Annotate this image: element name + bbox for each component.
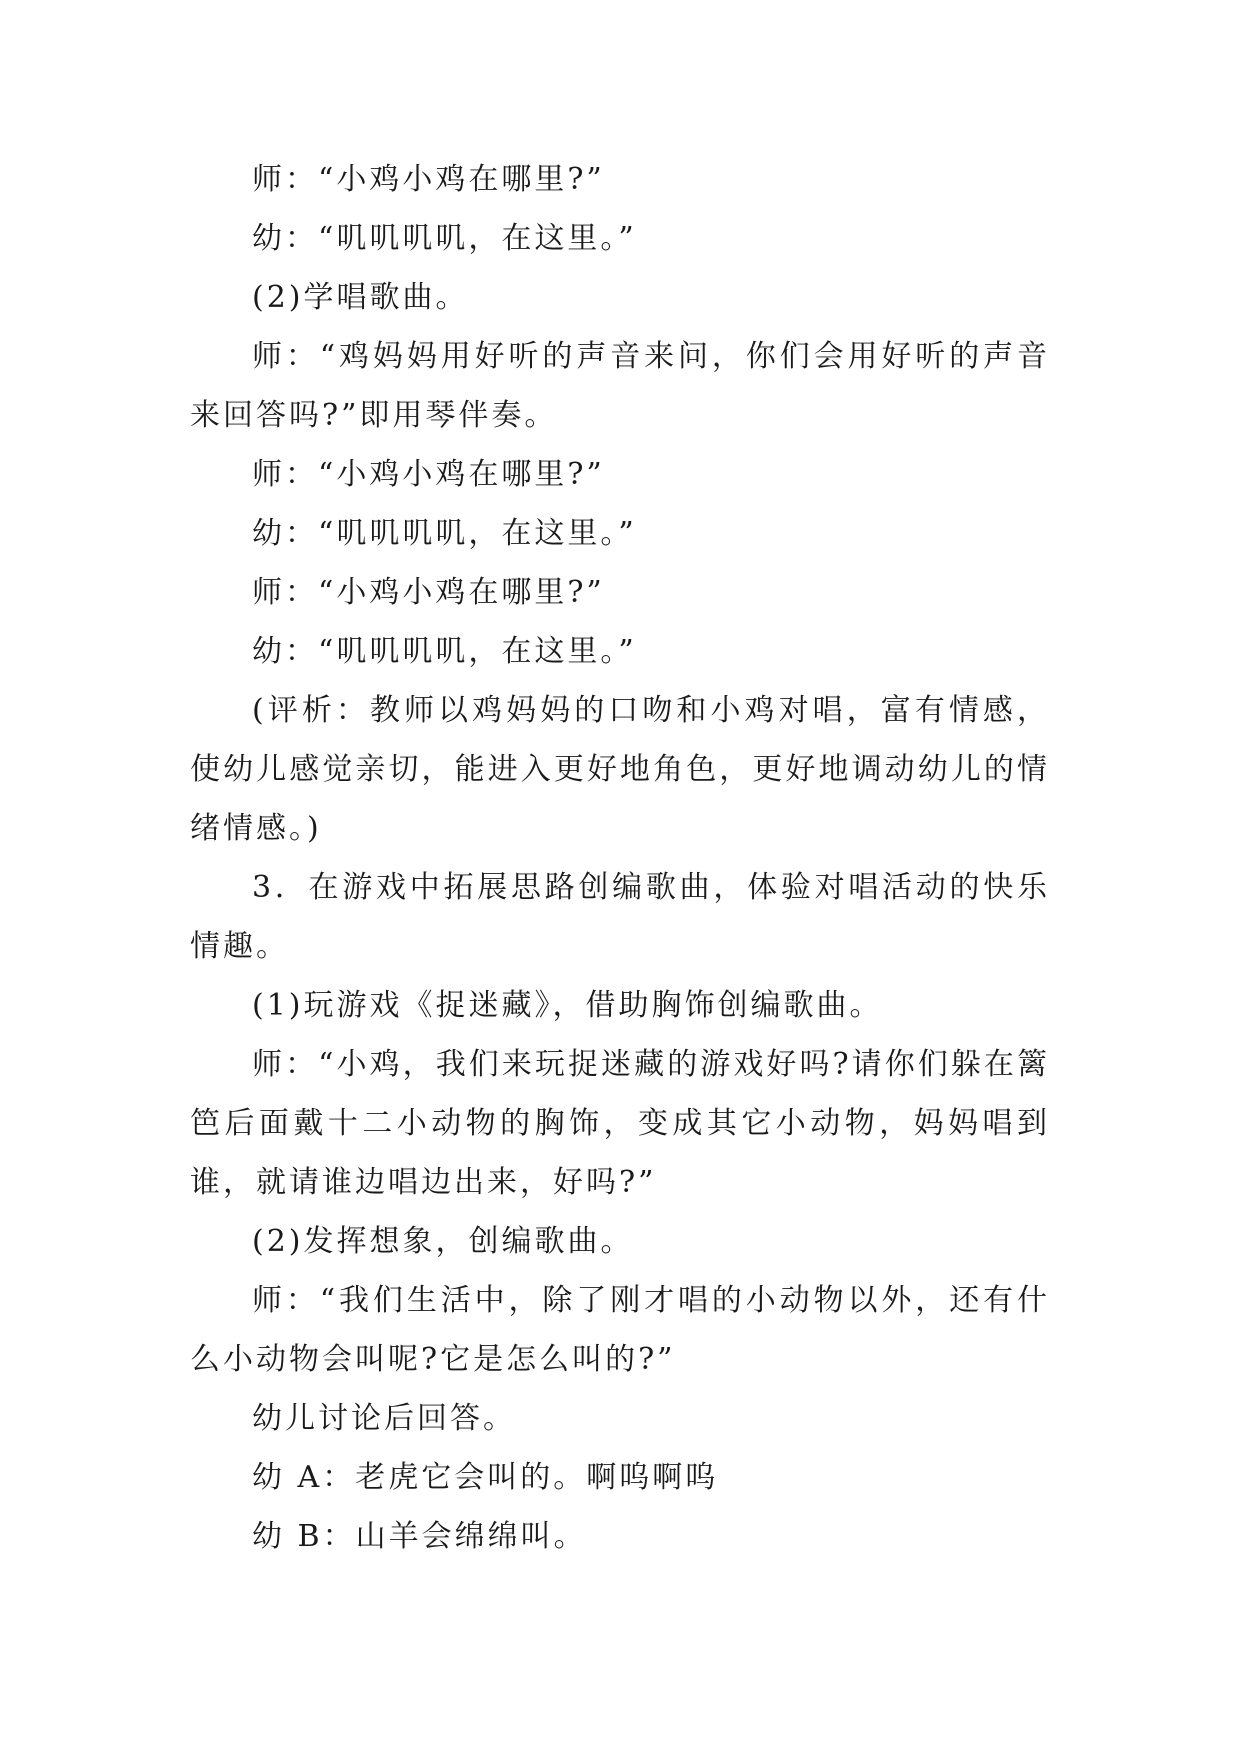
paragraph-step-1-game: (1)玩游戏《捉迷藏》，借助胸饰创编歌曲。 [252,988,883,1023]
paragraph-children-discuss: 幼儿讨论后回答。 [252,1401,516,1436]
paragraph-teacher-game-instruction: 师：“小鸡，我们来玩捉迷藏的游戏好吗?请你们躲在篱笆后面戴十二小动物的胸饰，变成其它小动物，妈妈唱到谁，就请谁边唱边出来，好吗?” [190,1047,1050,1200]
paragraph-child-b-answer: 幼 B：山羊会绵绵叫。 [252,1519,587,1554]
paragraph-teacher-question-4: 师：“我们生活中，除了刚才唱的小动物以外，还有什么小动物会叫呢?它是怎么叫的?” [190,1283,1050,1377]
paragraph-section-3-heading: 3．在游戏中拓展思路创编歌曲，体验对唱活动的快乐情趣。 [190,870,1050,964]
paragraph-child-a-answer: 幼 A：老虎它会叫的。啊呜啊呜 [252,1460,719,1495]
paragraph-child-answer-2: 幼：“叽叽叽叽，在这里。” [252,516,637,551]
paragraph-step-2-imagine: (2)发挥想象，创编歌曲。 [252,1224,634,1259]
paragraph-teacher-question-2: 师：“小鸡小鸡在哪里?” [252,457,605,492]
paragraph-child-answer-3: 幼：“叽叽叽叽，在这里。” [252,634,637,669]
paragraph-teacher-question-1: 师：“小鸡小鸡在哪里?” [252,162,605,197]
paragraph-child-answer-1: 幼：“叽叽叽叽，在这里。” [252,221,637,256]
paragraph-teacher-instruction: 师：“鸡妈妈用好听的声音来问，你们会用好听的声音来回答吗?”即用琴伴奏。 [190,339,1050,433]
paragraph-step-2-learn-song: (2)学唱歌曲。 [252,280,469,315]
paragraph-commentary: (评析：教师以鸡妈妈的口吻和小鸡对唱，富有情感，使幼儿感觉亲切，能进入更好地角色，更好地调动幼儿的情绪情感。) [190,693,1050,846]
paragraph-teacher-question-3: 师：“小鸡小鸡在哪里?” [252,575,605,610]
document-page [190,150,1050,1566]
